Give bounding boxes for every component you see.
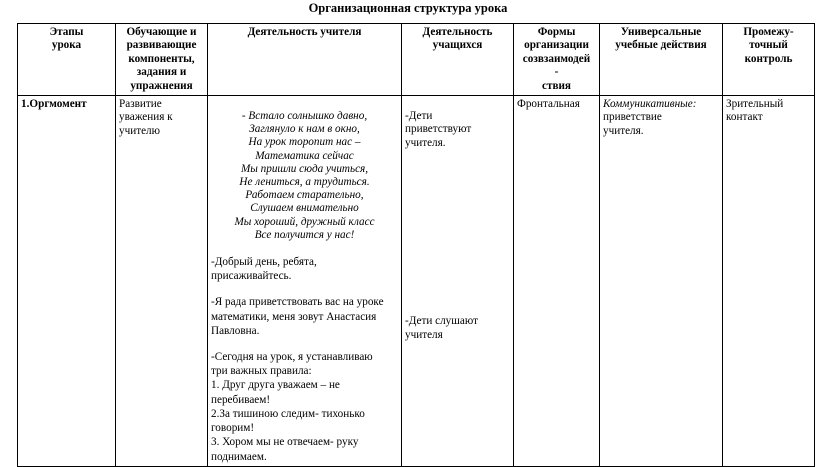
header-components: Обучающие и развивающие компоненты, задания и упражнения <box>116 24 208 96</box>
cell-components: Развитие уважения к учителю <box>116 96 208 467</box>
header-intermediate-control: Промежу- точный контроль <box>723 24 815 96</box>
uud-label: Коммуникативные: <box>603 98 697 111</box>
students-greet: -Дети приветствуют учителя. <box>405 110 472 149</box>
table-header-row <box>18 24 815 96</box>
page-title: Организационная структура урока <box>308 1 508 15</box>
cell-universal-actions: Коммуникативные: приветствие учителя. <box>600 96 723 467</box>
teacher-introduction: -Я рада приветствовать вас на уроке математики, меня зовут Анастасия Павловна. <box>211 296 384 337</box>
header-interaction-forms: Формы организации созвзаимодей - ствия <box>514 24 600 96</box>
header-teacher-activity: Деятельность учителя <box>208 24 402 96</box>
header-stages: Этапы урока <box>18 24 116 96</box>
header-universal-actions: Универсальные учебные действия <box>600 24 723 96</box>
cell-stage <box>18 96 116 467</box>
students-listen: -Дети слушают учителя <box>405 315 478 341</box>
teacher-greeting: -Добрый день, ребята, присаживайтесь. <box>211 256 317 283</box>
stage-label: 1.Оргмомент <box>21 98 87 111</box>
lesson-structure-table <box>17 23 815 467</box>
cell-student-activity <box>402 96 514 467</box>
teacher-rules: -Сегодня на урок, я устанавливаю три важных правила: 1. Друг друга уважаем – не перебиваем! 2.За тишиною следим- тихонько говорим! 3. Хором мы не отвечаем- руку поднимаем. <box>211 351 373 463</box>
table-row <box>18 96 815 467</box>
cell-interaction-form: Фронтальная <box>514 96 600 467</box>
cell-teacher-activity <box>208 96 402 467</box>
cell-control: Зрительный контакт <box>723 96 815 467</box>
greeting-poem: - Встало солнышко давно, Заглянуло к нам в окно, На урок торопит нас – Математика сейчас Мы пришли сюда учиться, Не лениться, а трудиться. Работаем старательно, Слушаем внимательно Мы хороший, дружный класс Все получится у нас! <box>234 110 375 241</box>
header-student-activity: Деятельность учащихся <box>402 24 514 96</box>
